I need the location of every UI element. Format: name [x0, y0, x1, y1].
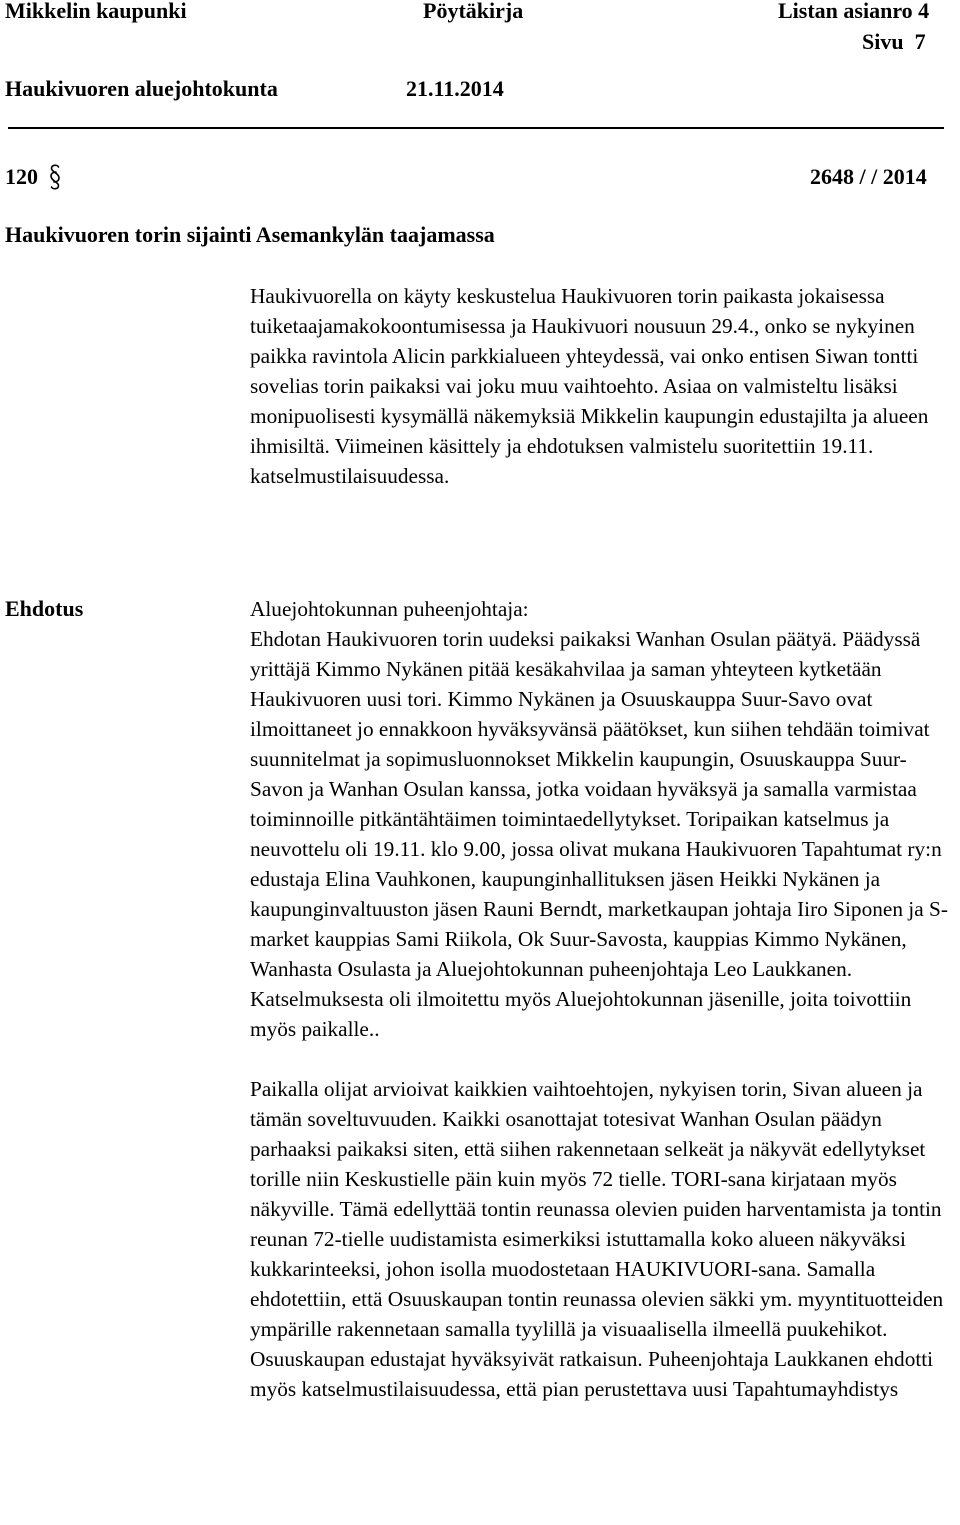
proposal-text [250, 594, 955, 1404]
org-name: Mikkelin kaupunki [5, 0, 187, 23]
proposal-label: Ehdotus [5, 596, 84, 621]
proposal-paragraph-2: Paikalla olijat arvioivat kaikkien vaihtoehtojen, nykyisen torin, Sivan alueen ja tämän soveltuvuuden. Kaikki osanottajat totesivat Wanhan Osulan päädyn parhaaksi paikaksi siten, että siihen rakennetaan selkeät ja näkyvät edellytykset torille niin Keskustielle päin kuin myös 72 tielle. TORI-sana kirjataan myös näkyville. Tämä edellyttää tontin reunassa olevien puiden harventamista ja tontin reunan 72-tielle uudistamista esimerkiksi istuttamalla koko alueen näkyväksi kukkarinteeksi, johon isolla muodostetaan HAUKIVUORI-sana. Samalla ehdotettiin, että Osuuskaupan tontin reunassa olevien säkki ym. myyntituotteiden ympärille rakennetaan samalla tyylillä ja visuaalisella ilmeellä puukehikot. Osuuskaupan edustajat hyväksyivät ratkaisun. Puheenjohtaja Laukkanen ehdotti myös katselmustilaisuudessa, että pian perustettava uusi Tapahtumayhdistys [250, 1077, 944, 1401]
item-title: Haukivuoren torin sijainti Asemankylän taajamassa [5, 222, 495, 247]
paragraph-spacer [250, 1044, 955, 1074]
item-number: 120 [5, 164, 38, 189]
proposal-presenter: Aluejohtokunnan puheenjohtaja: [250, 597, 529, 621]
meeting-date: 21.11.2014 [406, 76, 504, 101]
background-text [250, 281, 955, 491]
page-number: Sivu 7 [862, 29, 926, 54]
list-item-number: Listan asianro 4 [778, 0, 930, 23]
case-reference: 2648 / / 2014 [810, 164, 927, 189]
committee-name: Haukivuoren aluejohtokunta [5, 76, 278, 101]
doc-type: Pöytäkirja [423, 0, 524, 23]
background-paragraph: Haukivuorella on käyty keskustelua Haukivuoren torin paikasta jokaisessa tuiketaajamakokoontumisessa ja Haukivuori nousuun 29.4., onko se nykyinen paikka ravintola Alicin parkkialueen yhteydessä, vai onko entisen Siwan tontti sovelias torin paikaksi vai joku muu vaihtoehto. Asiaa on valmisteltu lisäksi monipuolisesti kysymällä näkemyksiä Mikkelin kaupungin edustajilta ja alueen ihmisiltä. Viimeinen käsittely ja ehdotuksen valmistelu suoritettiin 19.11. katselmustilaisuudessa. [250, 284, 929, 488]
section-sign-icon [48, 163, 62, 191]
proposal-paragraph-1: Ehdotan Haukivuoren torin uudeksi paikaksi Wanhan Osulan päätyä. Päädyssä yrittäjä Kimmo Nykänen pitää kesäkahvilaa ja saman yhteyteen kytketään Haukivuoren uusi tori. Kimmo Nykänen ja Osuuskauppa Suur-Savo ovat ilmoittaneet jo ennakkoon hyväksyvänsä päätökset, kun siihen tehdään toimivat suunnitelmat ja sopimusluonnokset Mikkelin kaupungin, Osuuskauppa Suur-Savon ja Wanhan Osulan kanssa, jotka voidaan hyväksyä ja samalla varmistaa toiminnoille pitkäntähtäimen toimintaedellytykset. Toripaikan katselmus ja neuvottelu oli 19.11. klo 9.00, jossa olivat mukana Haukivuoren Tapahtumat ry:n edustaja Elina Vauhkonen, kaupunginhallituksen jäsen Heikki Nykänen ja kaupunginvaltuuston jäsen Rauni Berndt, marketkaupan johtaja Iiro Siponen ja S-market kauppias Sami Riikola, Ok Suur-Savosta, kauppias Kimmo Nykänen, Wanhasta Osulasta ja Aluejohtokunnan puheenjohtaja Leo Laukkanen. Katselmuksesta oli ilmoitettu myös Aluejohtokunnan jäsenille, joita toivottiin myös paikalle.. [250, 627, 948, 1041]
header-divider [8, 127, 944, 129]
